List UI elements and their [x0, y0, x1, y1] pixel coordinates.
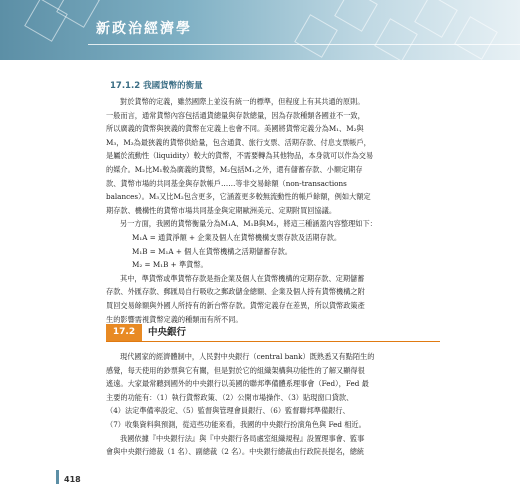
section-header: [106, 324, 440, 342]
text-line: M₃，M₃為最狹義的貨幣供給量，包含通貨、旅行支票、活期存款、付息支票帳戶，: [106, 137, 371, 147]
text-line: 遙遠。大家最常聽到國外的中央銀行以美國的聯邦準備體系理事會（Fed），Fed 最: [106, 379, 369, 389]
text-line: 現代國家的經濟體制中，人民對中央銀行（central bank）既熟悉又有點陌生的: [120, 352, 375, 361]
text-line: 感覺，每天使用的鈔票與它有關，但是對於它的組織架構與功能性的了解又顯得很: [106, 365, 365, 375]
text-line: 生的影響需視貨幣定義的種類而有所不同。: [106, 314, 243, 324]
subsection-heading: 17.1.2 我國貨幣的衡量: [110, 81, 203, 91]
text-line: 其中，準貨幣或準貨幣存款是指企業及個人在貨幣機構的定期存款、定期儲蓄: [120, 273, 365, 283]
formula-m2: M₂ = M₁B + 準貨幣。: [132, 260, 208, 270]
text-line: 所以廣義的貨幣與狹義的貨幣在定義上也會不同。美國將貨幣定義分為M₁、M₂與: [106, 124, 364, 134]
text-line: 買回交易餘額與外國人所持有的新台幣存款。貨幣定義存在差異，所以貨幣政策產: [106, 301, 365, 310]
text-line: balances）。M₃又比M₂包含更多，它涵蓋更多較無流動性的帳戶餘額，例如大額定: [106, 192, 371, 202]
hexagon-decoration-icon: [374, 18, 418, 60]
page-number-marker: [56, 470, 59, 484]
text-line: 存款、外匯存款、郵匯局自行吸收之郵政儲金總額、企業及個人持有貨幣機構之附: [106, 287, 365, 297]
text-line: 另一方面，我國的貨幣衡量分為M₁A、M₁B與M₂，將這三種涵蓋內容整理如下：: [120, 219, 377, 229]
section-number: 17.2: [106, 324, 142, 341]
text-line: （7）收集資料與預測，從這些功能來看，我國的中央銀行扮演角色與 Fed 相近。: [106, 420, 366, 429]
text-line: 對於貨幣的定義，雖然國際上並沒有統一的標準，但程度上有其共通的原則。: [120, 97, 365, 106]
hexagon-decoration-icon: [294, 14, 338, 58]
header-rule: [88, 44, 520, 45]
text-line: 主要的功能有：（1）執行貨幣政策、（2）公開市場操作、（3）貼現窗口貸款、: [106, 392, 354, 402]
hexagon-decoration-icon: [414, 0, 458, 38]
page-header: [0, 0, 520, 60]
text-line: 款、貨幣市場的共同基金與存款帳戶……等非交易餘額（non-transactions: [106, 178, 347, 188]
page-number: 418: [64, 475, 81, 484]
text-line: 一般而言，通常貨幣內容包括通貨總量與存款總量，因為存款種類各國並不一致，: [106, 110, 365, 120]
formula-m1b: M₁B = M₁A + 個人在貨幣機構之活期儲蓄存款。: [132, 246, 292, 256]
hexagon-decoration-icon: [56, 0, 100, 28]
book-title: 新政治經濟學: [96, 21, 192, 37]
text-line: 期存款、機構性的貨幣市場共同基金與定期歐洲美元、定期附買回協議。: [106, 205, 337, 215]
formula-m1a: M₁A = 通貨淨額 + 企業及個人在貨幣機構支票存款及活期存款。: [132, 233, 342, 242]
text-line: （4）法定準備率設定、（5）監督與管理會員銀行、（6）監督聯邦準備銀行、: [106, 406, 350, 416]
text-line: 是屬於流動性（liquidity）較大的貨幣，不需要轉為其他物品，本身就可以作為交易: [106, 151, 374, 161]
hexagon-decoration-icon: [334, 0, 378, 32]
section-title: 中央銀行: [148, 327, 187, 338]
hexagon-decoration-icon: [454, 16, 498, 60]
text-line: 會與中央銀行總裁（1 名）、副總裁（2 名）。中央銀行總裁由行政院長提名，總統: [106, 447, 365, 457]
text-line: 的媒介。M₂比M₁較為廣義的貨幣，M₂包括M₁之外，還有儲蓄存款、小額定期存: [106, 165, 363, 174]
text-line: 我國依據『中央銀行法』與『中央銀行各局處室組織規程』設置理事會、監事: [120, 433, 365, 443]
